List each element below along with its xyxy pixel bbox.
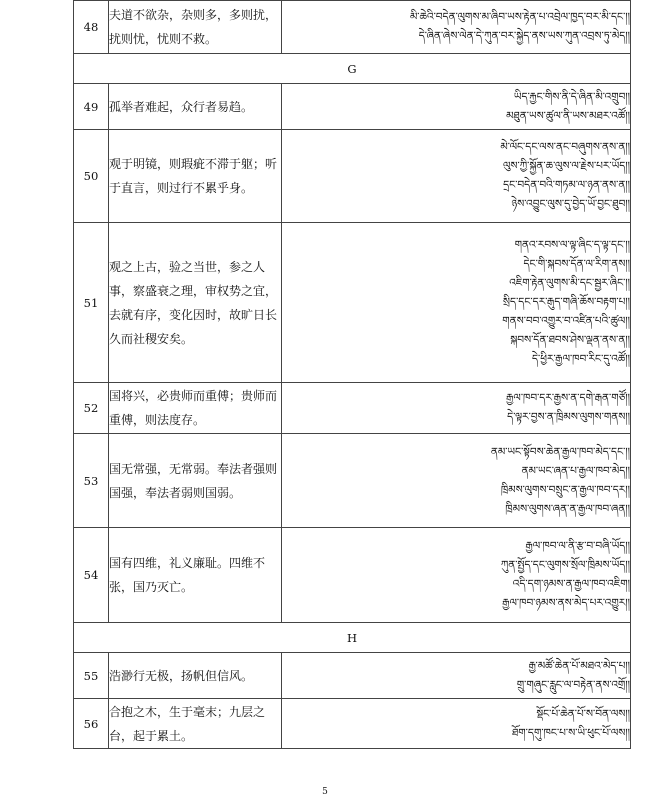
chinese-text: 孤举者难起，众行者易趋。 bbox=[109, 84, 282, 130]
chinese-text: 国将兴，必贵师而重傅；贵师而重傅，则法度存。 bbox=[109, 383, 282, 434]
tibetan-line: འཇིག་རྟེན་ལུགས་མི་དང་སྦྱར་ཞིང་།། bbox=[509, 277, 630, 289]
entry-number: 55 bbox=[74, 653, 109, 699]
proverb-table bbox=[73, 0, 631, 749]
tibetan-translation bbox=[282, 84, 631, 130]
section-label: H bbox=[74, 623, 631, 653]
entry-number: 49 bbox=[74, 84, 109, 130]
tibetan-line: ནམ་ཡང་སྟོབས་ཆེན་རྒྱལ་ཁབ་མེད་དང་།། bbox=[490, 445, 630, 458]
tibetan-line: འདི་དག་ཉམས་ན་རྒྱལ་ཁབ་འཇིག། bbox=[512, 578, 630, 590]
table-row bbox=[74, 653, 631, 699]
chinese-text: 夫道不欲杂，杂则多，多则扰，扰则忧，忧则不救。 bbox=[109, 1, 282, 54]
chinese-text: 国无常强，无常弱。奉法者强则国强，奉法者弱则国弱。 bbox=[109, 434, 282, 528]
chinese-text: 国有四维，礼义廉耻。四维不张，国乃灭亡。 bbox=[109, 528, 282, 623]
table-row bbox=[74, 1, 631, 54]
tibetan-line: ཡིད་རྐྱང་གིས་ནི་དེ་ཞིན་མི་འགྲུབ།། bbox=[513, 90, 630, 103]
tibetan-line: གྲུ་གཞུང་རླུང་ལ་བརྟེན་ནས་འགྲོ།། bbox=[516, 678, 630, 691]
table-row bbox=[74, 528, 631, 623]
table-row bbox=[74, 84, 631, 130]
section-label: G bbox=[74, 54, 631, 84]
section-row bbox=[74, 623, 631, 653]
tibetan-line: རྒྱལ་ཁབ་དར་རྒྱས་ན་དགེ་རྒན་གཙོ།། bbox=[506, 392, 630, 404]
tibetan-line: སྐབས་དོན་ཐབས་ཤེས་ལྡན་ནས་ན།། bbox=[510, 334, 630, 346]
tibetan-translation bbox=[282, 434, 631, 528]
tibetan-line: མཐུན་ཡས་ཚུལ་ནི་ཡས་མཐར་འཚོ།། bbox=[506, 109, 630, 122]
tibetan-translation bbox=[282, 528, 631, 623]
tibetan-line: ནམ་ཡང་ཞན་པ་རྒྱལ་ཁབ་མེད།། bbox=[521, 464, 630, 477]
tibetan-line: གནས་བབ་འགྱུར་བ་འཛིན་པའི་ཚུལ།། bbox=[502, 315, 630, 327]
tibetan-line: ལུས་ཀྱི་སྐྱོན་ཆ་ལུས་ལ་རྗེས་པར་ཡོད།། bbox=[503, 160, 630, 172]
tibetan-line: ཀུན་སྤྱོད་དང་ལུགས་སྲོལ་ཁྲིམས་ཡོད།། bbox=[500, 559, 630, 571]
table-row bbox=[74, 130, 631, 223]
tibetan-line: ཁྲིམས་ལུགས་ཞན་ན་རྒྱལ་ཁབ་ཞན།། bbox=[505, 502, 630, 515]
entry-number: 51 bbox=[74, 223, 109, 383]
table-row bbox=[74, 434, 631, 528]
entry-number: 56 bbox=[74, 699, 109, 749]
section-row bbox=[74, 54, 631, 84]
entry-number: 48 bbox=[74, 1, 109, 54]
tibetan-translation bbox=[282, 130, 631, 223]
tibetan-translation bbox=[282, 699, 631, 749]
tibetan-line: དེ་ཞིན་ཞེས་ལེན་དེ་ཀུན་བར་སྐྱེད་ནས་ཡས་ཀུན་འབྲས་ཏུ་མེད།། bbox=[418, 30, 630, 42]
tibetan-line: གནའ་རབས་ལ་ལྟ་ཞིང་ད་ལྟ་དང་།། bbox=[514, 239, 630, 251]
tibetan-line: དེ་ཕྱིར་རྒྱལ་ཁབ་རིང་དུ་འཚོ།། bbox=[531, 353, 630, 365]
entry-number: 50 bbox=[74, 130, 109, 223]
entry-number: 54 bbox=[74, 528, 109, 623]
table-row bbox=[74, 699, 631, 749]
tibetan-line: མེ་ལོང་དང་ལས་ནང་བཞུགས་ནས་ན།། bbox=[500, 141, 630, 153]
tibetan-line: དྲང་བདེན་བའི་གཏམ་ལ་ཉན་ནས་ན།། bbox=[503, 179, 630, 191]
entry-number: 52 bbox=[74, 383, 109, 434]
table-row bbox=[74, 223, 631, 383]
tibetan-line: ཐོག་དགུ་ཁང་པ་ས་ཡི་ཕུང་པོ་ལས།། bbox=[511, 726, 630, 739]
entry-number: 53 bbox=[74, 434, 109, 528]
chinese-text: 浩渺行无极，扬帆但信风。 bbox=[109, 653, 282, 699]
chinese-text: 合抱之木，生于毫末；九层之台，起于累土。 bbox=[109, 699, 282, 749]
tibetan-line: དེང་གི་སྐབས་དོན་ལ་རིག་ནས།། bbox=[523, 258, 630, 270]
tibetan-line: དེ་ལྟར་བྱས་ན་ཁྲིམས་ལུགས་གནས།། bbox=[507, 411, 630, 423]
tibetan-line: རྒྱལ་ཁབ་ཉམས་ནས་མེད་པར་འགྱུར།། bbox=[502, 597, 630, 609]
tibetan-line: རྒྱ་མཚོ་ཆེན་པོ་མཐའ་མེད་པ།། bbox=[528, 659, 630, 672]
tibetan-translation bbox=[282, 223, 631, 383]
tibetan-line: སྲིད་དང་དར་རྒུད་གཞི་ཆོས་བརྟག་པ།། bbox=[502, 296, 630, 308]
tibetan-line: རྒྱལ་ཁབ་ལ་ནི་རྩ་བ་བཞི་ཡོད།། bbox=[525, 540, 630, 552]
tibetan-translation bbox=[282, 653, 631, 699]
page-number: 5 bbox=[322, 787, 328, 797]
tibetan-line: མི་ཆེའི་བདེན་ལུགས་མ་ཞིབ་ཡས་རྟེན་པ་འབྲེལ་ཁྱད་བར་མི་དང་།། bbox=[409, 11, 630, 23]
tibetan-translation bbox=[282, 383, 631, 434]
table-row bbox=[74, 383, 631, 434]
chinese-text: 观之上古，验之当世，参之人事，察盛衰之理，审权势之宜，去就有序，变化因时，故旷日长久而社稷安矣。 bbox=[109, 223, 282, 383]
chinese-text: 观于明镜，则瑕疵不滞于躯；听于直言，则过行不累乎身。 bbox=[109, 130, 282, 223]
tibetan-line: ཉེས་འབྱུང་ལུས་དུ་བྱེད་ཡོ་བྱང་ཐུབ།། bbox=[511, 198, 630, 210]
tibetan-line: ཁྲིམས་ལུགས་བསྲུང་ན་རྒྱལ་ཁབ་དར།། bbox=[500, 483, 630, 496]
tibetan-translation bbox=[282, 1, 631, 54]
tibetan-line: སྡོང་པོ་ཆེན་པོ་ས་བོན་ལས།། bbox=[536, 707, 630, 720]
